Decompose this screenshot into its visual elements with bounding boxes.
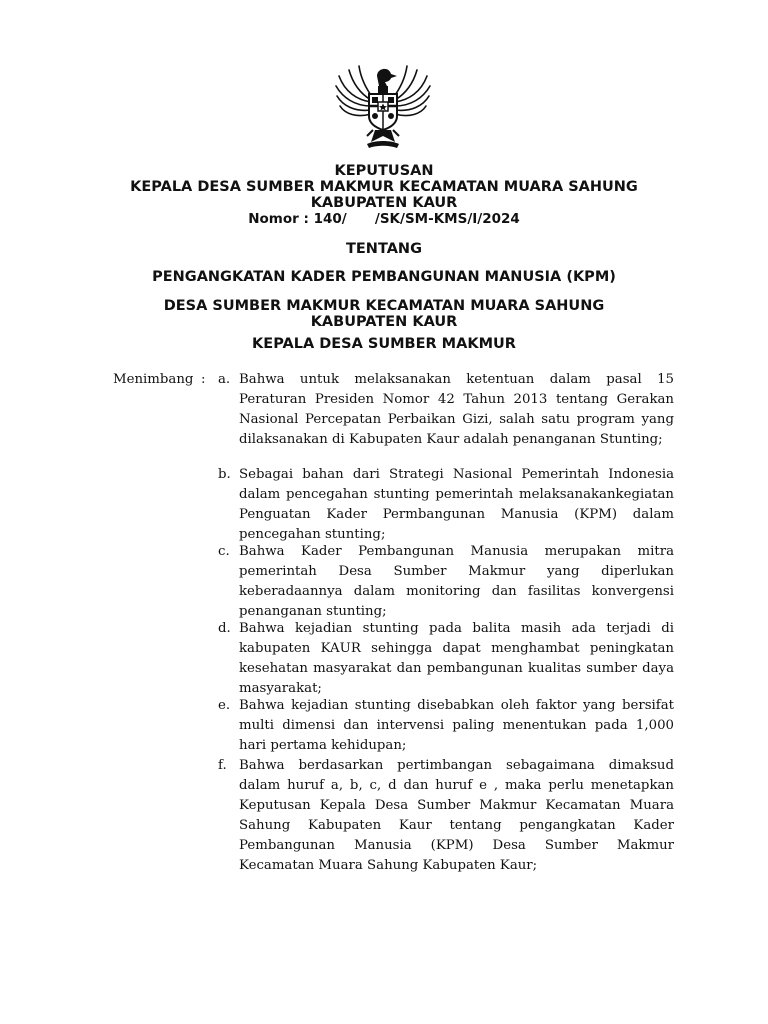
item-letter: c. [218, 544, 230, 559]
consideration-item [218, 756, 674, 876]
item-text: Bahwa untuk melaksanakan ketentuan dalam pasal 15 Peraturan Presiden Nomor 42 Tahun 2013 tentang Gerakan Nasional Percepatan Perbaikan Gizi, salah satu program yang dilaksanakan di Kabupaten Kaur adalah penanganan Stunting; [239, 372, 674, 447]
item-letter: d. [218, 621, 231, 636]
subject-heading: PENGANGKATAN KADER PEMBANGUNAN MANUSIA (KPM) [152, 269, 616, 285]
consideration-item [218, 370, 674, 450]
regency-line: KABUPATEN KAUR [310, 195, 458, 211]
decree-number: Nomor : 140/ /SK/SM-KMS/I/2024 [248, 211, 520, 227]
item-letter: a. [218, 372, 231, 387]
item-text: Bahwa kejadian stunting disebabkan oleh faktor yang bersifat multi dimensi dan intervensi paling menentukan pada 1,000 hari pertama kehidupan; [239, 698, 674, 753]
consideration-item [218, 619, 674, 699]
decree-title: KEPUTUSAN [334, 163, 434, 179]
menimbang-label: Menimbang [113, 372, 194, 387]
item-text: Sebagai bahan dari Strategi Nasional Pemerintah Indonesia dalam pencegahan stunting pemerintah melaksanakankegiatan Penguatan Kader Permbangunan Manusia (KPM) dalam pencegahan stunting; [239, 467, 674, 542]
document-heading [0, 163, 768, 227]
tentang-heading: TENTANG [346, 241, 422, 257]
consideration-item [218, 465, 674, 545]
consideration-item [218, 542, 674, 622]
menimbang-colon: : [201, 372, 206, 387]
issuer-line: KEPALA DESA SUMBER MAKMUR KECAMATAN MUARA SAHUNG [130, 179, 638, 195]
village-line: DESA SUMBER MAKMUR KECAMATAN MUARA SAHUNG [163, 298, 605, 314]
village-regency-line: KABUPATEN KAUR [310, 314, 458, 330]
item-letter: f. [218, 758, 227, 773]
garuda-pancasila-emblem [331, 56, 435, 160]
item-letter: b. [218, 467, 231, 482]
item-text: Bahwa kejadian stunting pada balita masih ada terjadi di kabupaten KAUR sehingga dapat menghambat peningkatan kesehatan masyarakat dan pembangunan kualitas sumber daya masyarakat; [239, 621, 674, 696]
item-letter: e. [218, 698, 231, 713]
consideration-item [218, 696, 674, 756]
village-head-line: KEPALA DESA SUMBER MAKMUR [252, 336, 516, 352]
item-text: Bahwa berdasarkan pertimbangan sebagaimana dimaksud dalam huruf a, b, c, d dan huruf e , maka perlu menetapkan Keputusan Kepala Desa Sumber Makmur Kecamatan Muara Sahung Kabupaten Kaur tentang pengangkatan Kader Pembangunan Manusia (KPM) Desa Sumber Makmur Kecamatan Muara Sahung Kabupaten Kaur; [239, 758, 674, 873]
item-text: Bahwa Kader Pembangunan Manusia merupakan mitra pemerintah Desa Sumber Makmur yang diperlukan keberadaannya dalam monitoring dan fasilitas konvergensi penanganan stunting; [239, 544, 674, 619]
